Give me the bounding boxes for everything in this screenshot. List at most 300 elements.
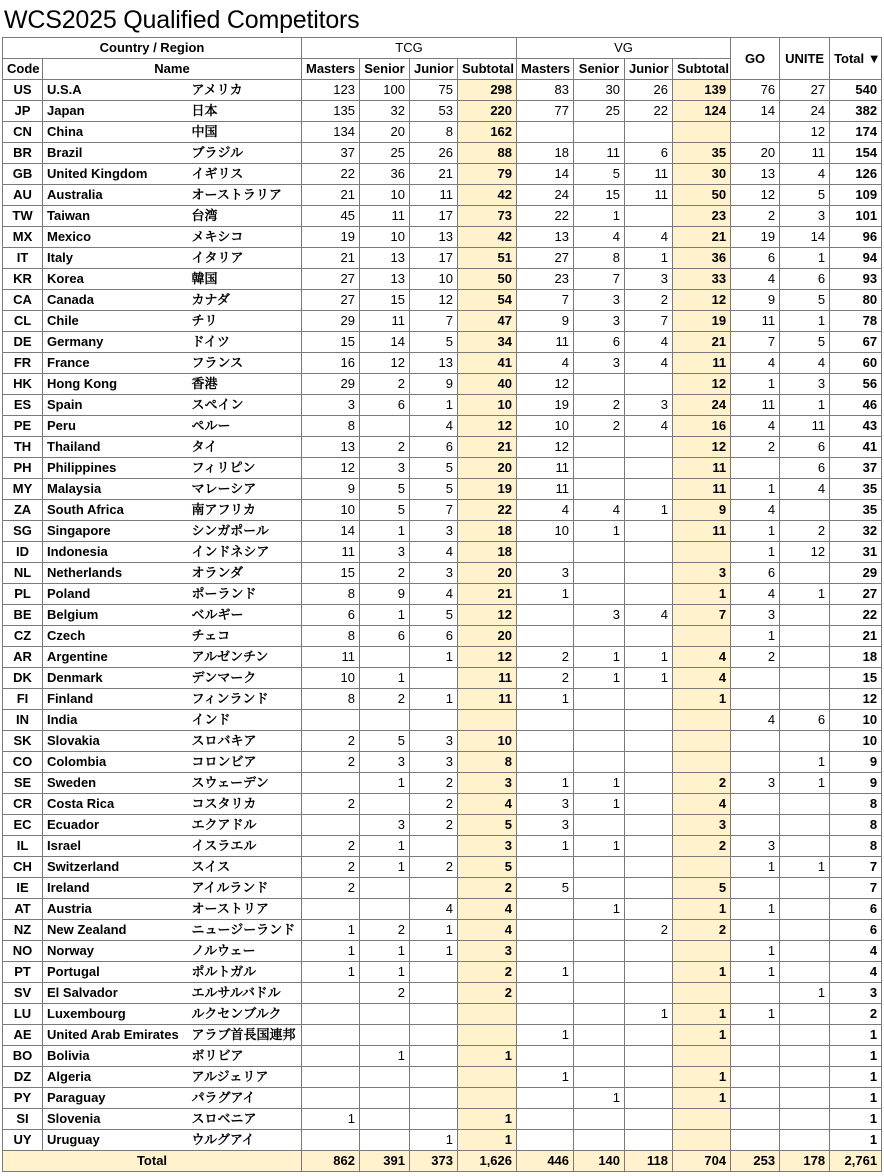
- cell-name-ja: タイ: [188, 437, 302, 458]
- cell-go: 1: [731, 941, 780, 962]
- cell-go: [731, 1067, 780, 1088]
- table-row: [3, 794, 882, 815]
- cell-unite: 1: [780, 584, 830, 605]
- cell-go: [731, 878, 780, 899]
- cell-tcg-junior: 2: [410, 815, 458, 836]
- cell-vg-senior: [574, 458, 625, 479]
- cell-vg-senior: [574, 1025, 625, 1046]
- cell-tcg-masters: 135: [302, 101, 360, 122]
- cell-tcg-junior: 4: [410, 542, 458, 563]
- cell-vg-subtotal: 35: [673, 143, 731, 164]
- cell-tcg-masters: 6: [302, 605, 360, 626]
- cell-unite: 5: [780, 332, 830, 353]
- cell-vg-senior: [574, 1004, 625, 1025]
- cell-unite: [780, 647, 830, 668]
- cell-vg-junior: [625, 857, 673, 878]
- cell-vg-senior: [574, 878, 625, 899]
- cell-tcg-senior: 32: [360, 101, 410, 122]
- cell-tcg-junior: 1: [410, 689, 458, 710]
- cell-code: CA: [3, 290, 43, 311]
- cell-go: 13: [731, 164, 780, 185]
- table-row: [3, 395, 882, 416]
- totals-row: [3, 1151, 882, 1172]
- cell-vg-senior: 1: [574, 899, 625, 920]
- cell-tcg-senior: 3: [360, 458, 410, 479]
- table-row: [3, 1025, 882, 1046]
- cell-tcg-masters: 15: [302, 332, 360, 353]
- cell-code: FI: [3, 689, 43, 710]
- cell-vg-junior: [625, 1130, 673, 1151]
- cell-tcg-masters: 22: [302, 164, 360, 185]
- cell-name-en: Slovakia: [43, 731, 188, 752]
- cell-total: 1: [830, 1088, 882, 1109]
- cell-vg-subtotal: [673, 752, 731, 773]
- cell-name-ja: スロベニア: [188, 1109, 302, 1130]
- cell-go: 6: [731, 248, 780, 269]
- cell-name-en: Israel: [43, 836, 188, 857]
- cell-code: ZA: [3, 500, 43, 521]
- cell-name-ja: メキシコ: [188, 227, 302, 248]
- cell-vg-senior: 1: [574, 794, 625, 815]
- cell-vg-junior: [625, 374, 673, 395]
- cell-tcg-senior: 3: [360, 752, 410, 773]
- cell-tcg-junior: 3: [410, 563, 458, 584]
- cell-vg-masters: [517, 983, 574, 1004]
- cell-unite: 2: [780, 521, 830, 542]
- cell-tcg-junior: 2: [410, 773, 458, 794]
- cell-vg-masters: 10: [517, 521, 574, 542]
- cell-tcg-junior: 3: [410, 731, 458, 752]
- table-row: [3, 773, 882, 794]
- cell-tcg-masters: 11: [302, 647, 360, 668]
- table-row: [3, 248, 882, 269]
- cell-vg-junior: [625, 584, 673, 605]
- cell-code: GB: [3, 164, 43, 185]
- cell-vg-junior: [625, 1088, 673, 1109]
- cell-vg-senior: 3: [574, 605, 625, 626]
- cell-total: 29: [830, 563, 882, 584]
- cell-tcg-junior: 7: [410, 311, 458, 332]
- cell-total: 43: [830, 416, 882, 437]
- cell-name-ja: アイルランド: [188, 878, 302, 899]
- cell-tcg-junior: 6: [410, 626, 458, 647]
- cell-tcg-senior: 11: [360, 206, 410, 227]
- cell-vg-senior: 8: [574, 248, 625, 269]
- cell-vg-masters: [517, 1088, 574, 1109]
- cell-unite: 6: [780, 710, 830, 731]
- cell-tcg-masters: [302, 710, 360, 731]
- cell-code: CZ: [3, 626, 43, 647]
- header-tcg: TCG: [302, 38, 517, 59]
- cell-unite: [780, 1025, 830, 1046]
- cell-vg-senior: 3: [574, 353, 625, 374]
- cell-go: [731, 668, 780, 689]
- cell-vg-senior: [574, 962, 625, 983]
- cell-vg-masters: [517, 899, 574, 920]
- cell-tcg-senior: 2: [360, 437, 410, 458]
- competitors-table: [2, 37, 882, 1172]
- cell-vg-subtotal: 11: [673, 521, 731, 542]
- cell-tcg-subtotal: 298: [458, 80, 517, 101]
- cell-unite: 3: [780, 374, 830, 395]
- cell-tcg-masters: 13: [302, 437, 360, 458]
- cell-name-en: Singapore: [43, 521, 188, 542]
- cell-unite: 12: [780, 122, 830, 143]
- cell-name-ja: イタリア: [188, 248, 302, 269]
- cell-vg-senior: [574, 731, 625, 752]
- cell-tcg-junior: [410, 1088, 458, 1109]
- cell-total: 35: [830, 479, 882, 500]
- cell-tcg-junior: 3: [410, 521, 458, 542]
- table-row: [3, 479, 882, 500]
- cell-unite: [780, 626, 830, 647]
- table-row: [3, 899, 882, 920]
- cell-tcg-senior: 1: [360, 1046, 410, 1067]
- header-total-sort[interactable]: Total ▼: [830, 38, 882, 80]
- cell-go: 20: [731, 143, 780, 164]
- cell-go: 4: [731, 416, 780, 437]
- cell-code: AU: [3, 185, 43, 206]
- cell-tcg-senior: 3: [360, 542, 410, 563]
- cell-vg-masters: [517, 710, 574, 731]
- cell-vg-junior: 7: [625, 311, 673, 332]
- cell-vg-masters: 18: [517, 143, 574, 164]
- cell-tcg-masters: 12: [302, 458, 360, 479]
- cell-total: 9: [830, 752, 882, 773]
- cell-go: 1: [731, 542, 780, 563]
- cell-total: 4: [830, 962, 882, 983]
- cell-tcg-subtotal: [458, 1004, 517, 1025]
- table-row: [3, 122, 882, 143]
- table-row: [3, 878, 882, 899]
- cell-name-en: Philippines: [43, 458, 188, 479]
- cell-name-ja: イギリス: [188, 164, 302, 185]
- cell-name-ja: ペルー: [188, 416, 302, 437]
- cell-code: MX: [3, 227, 43, 248]
- cell-vg-senior: [574, 437, 625, 458]
- cell-tcg-junior: 1: [410, 395, 458, 416]
- cell-vg-subtotal: 2: [673, 920, 731, 941]
- cell-name-en: Canada: [43, 290, 188, 311]
- cell-tcg-junior: 17: [410, 206, 458, 227]
- cell-code: CL: [3, 311, 43, 332]
- cell-vg-senior: [574, 626, 625, 647]
- cell-total: 4: [830, 941, 882, 962]
- cell-tcg-junior: 5: [410, 458, 458, 479]
- cell-unite: 12: [780, 542, 830, 563]
- cell-tcg-subtotal: 51: [458, 248, 517, 269]
- cell-tcg-junior: 53: [410, 101, 458, 122]
- table-row: [3, 80, 882, 101]
- header-tcg-junior: Junior: [410, 59, 458, 80]
- table-row: [3, 164, 882, 185]
- cell-vg-subtotal: 4: [673, 647, 731, 668]
- cell-go: [731, 920, 780, 941]
- page-title: WCS2025 Qualified Competitors: [4, 6, 360, 34]
- table-row: [3, 626, 882, 647]
- table-row: [3, 185, 882, 206]
- cell-total: 8: [830, 794, 882, 815]
- cell-tcg-masters: 2: [302, 752, 360, 773]
- cell-vg-subtotal: 50: [673, 185, 731, 206]
- cell-unite: 1: [780, 395, 830, 416]
- cell-tcg-subtotal: 10: [458, 395, 517, 416]
- cell-total: 6: [830, 920, 882, 941]
- cell-name-ja: 南アフリカ: [188, 500, 302, 521]
- cell-vg-senior: [574, 941, 625, 962]
- cell-unite: [780, 920, 830, 941]
- table-row: [3, 1067, 882, 1088]
- cell-tcg-masters: 8: [302, 416, 360, 437]
- cell-tcg-masters: 11: [302, 542, 360, 563]
- cell-code: CR: [3, 794, 43, 815]
- table-row: [3, 689, 882, 710]
- cell-vg-subtotal: 7: [673, 605, 731, 626]
- cell-tcg-senior: 100: [360, 80, 410, 101]
- cell-vg-junior: [625, 1067, 673, 1088]
- cell-name-ja: オーストラリア: [188, 185, 302, 206]
- cell-total: 1: [830, 1109, 882, 1130]
- cell-tcg-subtotal: 41: [458, 353, 517, 374]
- cell-vg-subtotal: 1: [673, 899, 731, 920]
- cell-unite: 1: [780, 773, 830, 794]
- cell-go: [731, 1025, 780, 1046]
- cell-tcg-junior: 8: [410, 122, 458, 143]
- cell-vg-senior: [574, 1046, 625, 1067]
- cell-go: 3: [731, 836, 780, 857]
- cell-name-en: New Zealand: [43, 920, 188, 941]
- table-row: [3, 941, 882, 962]
- cell-vg-junior: 11: [625, 185, 673, 206]
- cell-tcg-masters: 9: [302, 479, 360, 500]
- cell-tcg-subtotal: 162: [458, 122, 517, 143]
- cell-tcg-senior: 2: [360, 563, 410, 584]
- cell-go: [731, 815, 780, 836]
- cell-name-ja: コロンビア: [188, 752, 302, 773]
- table-body: [3, 80, 882, 1151]
- cell-vg-masters: 1: [517, 689, 574, 710]
- cell-unite: 1: [780, 857, 830, 878]
- cell-tcg-junior: 9: [410, 374, 458, 395]
- cell-tcg-subtotal: 47: [458, 311, 517, 332]
- cell-name-en: Germany: [43, 332, 188, 353]
- cell-code: UY: [3, 1130, 43, 1151]
- cell-total: 46: [830, 395, 882, 416]
- cell-vg-subtotal: 19: [673, 311, 731, 332]
- cell-code: NZ: [3, 920, 43, 941]
- cell-tcg-senior: [360, 1109, 410, 1130]
- cell-unite: 4: [780, 353, 830, 374]
- cell-total: 174: [830, 122, 882, 143]
- cell-unite: [780, 836, 830, 857]
- cell-vg-masters: [517, 626, 574, 647]
- cell-tcg-masters: 1: [302, 920, 360, 941]
- cell-code: SI: [3, 1109, 43, 1130]
- cell-vg-senior: [574, 815, 625, 836]
- cell-tcg-subtotal: 220: [458, 101, 517, 122]
- cell-go: 1: [731, 479, 780, 500]
- table-row: [3, 500, 882, 521]
- cell-name-en: United Arab Emirates: [43, 1025, 188, 1046]
- cell-vg-senior: 30: [574, 80, 625, 101]
- cell-code: SV: [3, 983, 43, 1004]
- cell-tcg-subtotal: 3: [458, 836, 517, 857]
- table-row: [3, 962, 882, 983]
- cell-tcg-subtotal: 4: [458, 794, 517, 815]
- cell-vg-senior: [574, 479, 625, 500]
- table-row: [3, 983, 882, 1004]
- cell-vg-masters: 77: [517, 101, 574, 122]
- cell-name-en: Bolivia: [43, 1046, 188, 1067]
- cell-vg-junior: [625, 437, 673, 458]
- cell-tcg-subtotal: 40: [458, 374, 517, 395]
- cell-tcg-masters: 21: [302, 185, 360, 206]
- cell-vg-junior: [625, 626, 673, 647]
- cell-code: DE: [3, 332, 43, 353]
- cell-vg-junior: [625, 836, 673, 857]
- cell-total: 78: [830, 311, 882, 332]
- cell-name-en: United Kingdom: [43, 164, 188, 185]
- cell-code: IL: [3, 836, 43, 857]
- cell-vg-masters: 14: [517, 164, 574, 185]
- cell-name-ja: アメリカ: [188, 80, 302, 101]
- cell-tcg-masters: 16: [302, 353, 360, 374]
- cell-tcg-junior: 1: [410, 647, 458, 668]
- cell-tcg-senior: [360, 416, 410, 437]
- cell-vg-masters: [517, 1004, 574, 1025]
- cell-total: 540: [830, 80, 882, 101]
- cell-go: 3: [731, 605, 780, 626]
- cell-vg-junior: 6: [625, 143, 673, 164]
- cell-vg-junior: 4: [625, 416, 673, 437]
- cell-go: [731, 1130, 780, 1151]
- cell-vg-subtotal: [673, 626, 731, 647]
- cell-tcg-junior: 1: [410, 941, 458, 962]
- table-row: [3, 227, 882, 248]
- cell-tcg-subtotal: 11: [458, 668, 517, 689]
- cell-name-en: Japan: [43, 101, 188, 122]
- cell-tcg-subtotal: 1: [458, 1130, 517, 1151]
- table-row: [3, 437, 882, 458]
- cell-tcg-senior: [360, 794, 410, 815]
- cell-tcg-subtotal: 79: [458, 164, 517, 185]
- cell-code: EC: [3, 815, 43, 836]
- cell-go: 4: [731, 710, 780, 731]
- cell-tcg-subtotal: 18: [458, 542, 517, 563]
- cell-tcg-junior: 2: [410, 794, 458, 815]
- cell-tcg-junior: [410, 962, 458, 983]
- cell-total: 6: [830, 899, 882, 920]
- cell-vg-subtotal: [673, 983, 731, 1004]
- cell-code: PY: [3, 1088, 43, 1109]
- cell-code: TW: [3, 206, 43, 227]
- cell-go: 6: [731, 563, 780, 584]
- cell-tcg-subtotal: 22: [458, 500, 517, 521]
- total-vg-junior: 118: [625, 1151, 673, 1172]
- cell-vg-subtotal: [673, 941, 731, 962]
- cell-tcg-senior: [360, 878, 410, 899]
- cell-vg-junior: 1: [625, 248, 673, 269]
- cell-tcg-junior: 17: [410, 248, 458, 269]
- cell-tcg-subtotal: 34: [458, 332, 517, 353]
- cell-unite: 11: [780, 143, 830, 164]
- cell-tcg-junior: [410, 1004, 458, 1025]
- cell-name-en: Finland: [43, 689, 188, 710]
- cell-tcg-subtotal: 1: [458, 1046, 517, 1067]
- table-row: [3, 647, 882, 668]
- cell-unite: 3: [780, 206, 830, 227]
- cell-name-en: Paraguay: [43, 1088, 188, 1109]
- cell-tcg-junior: 3: [410, 752, 458, 773]
- cell-total: 1: [830, 1046, 882, 1067]
- table-row: [3, 311, 882, 332]
- cell-go: 1: [731, 374, 780, 395]
- cell-tcg-subtotal: [458, 710, 517, 731]
- cell-total: 60: [830, 353, 882, 374]
- cell-vg-masters: 2: [517, 668, 574, 689]
- cell-vg-subtotal: 1: [673, 1088, 731, 1109]
- cell-unite: [780, 1046, 830, 1067]
- cell-go: 2: [731, 206, 780, 227]
- cell-total: 101: [830, 206, 882, 227]
- cell-tcg-subtotal: 21: [458, 437, 517, 458]
- cell-code: KR: [3, 269, 43, 290]
- cell-code: IE: [3, 878, 43, 899]
- cell-vg-senior: 25: [574, 101, 625, 122]
- cell-go: [731, 1088, 780, 1109]
- cell-vg-senior: 1: [574, 647, 625, 668]
- cell-go: 4: [731, 269, 780, 290]
- cell-vg-junior: [625, 983, 673, 1004]
- cell-unite: [780, 563, 830, 584]
- cell-vg-junior: 4: [625, 227, 673, 248]
- cell-vg-senior: 5: [574, 164, 625, 185]
- cell-name-ja: 中国: [188, 122, 302, 143]
- table-row: [3, 332, 882, 353]
- cell-code: SK: [3, 731, 43, 752]
- cell-vg-subtotal: [673, 122, 731, 143]
- cell-code: LU: [3, 1004, 43, 1025]
- cell-vg-subtotal: 21: [673, 332, 731, 353]
- cell-vg-subtotal: 24: [673, 395, 731, 416]
- cell-total: 126: [830, 164, 882, 185]
- cell-unite: 1: [780, 248, 830, 269]
- cell-name-ja: アラブ首長国連邦: [188, 1025, 302, 1046]
- cell-tcg-subtotal: 88: [458, 143, 517, 164]
- cell-tcg-subtotal: 4: [458, 920, 517, 941]
- cell-name-en: El Salvador: [43, 983, 188, 1004]
- cell-tcg-masters: [302, 1046, 360, 1067]
- header-tcg-senior: Senior: [360, 59, 410, 80]
- cell-name-en: Argentine: [43, 647, 188, 668]
- cell-vg-masters: 23: [517, 269, 574, 290]
- cell-tcg-subtotal: 19: [458, 479, 517, 500]
- cell-tcg-junior: [410, 1109, 458, 1130]
- cell-vg-junior: [625, 479, 673, 500]
- cell-vg-senior: 1: [574, 1088, 625, 1109]
- cell-vg-junior: [625, 962, 673, 983]
- cell-vg-masters: 83: [517, 80, 574, 101]
- cell-vg-junior: [625, 542, 673, 563]
- cell-code: PT: [3, 962, 43, 983]
- cell-code: FR: [3, 353, 43, 374]
- cell-name-ja: スイス: [188, 857, 302, 878]
- cell-code: PL: [3, 584, 43, 605]
- cell-vg-junior: [625, 815, 673, 836]
- cell-vg-junior: [625, 794, 673, 815]
- cell-tcg-masters: [302, 1067, 360, 1088]
- cell-tcg-senior: 1: [360, 941, 410, 962]
